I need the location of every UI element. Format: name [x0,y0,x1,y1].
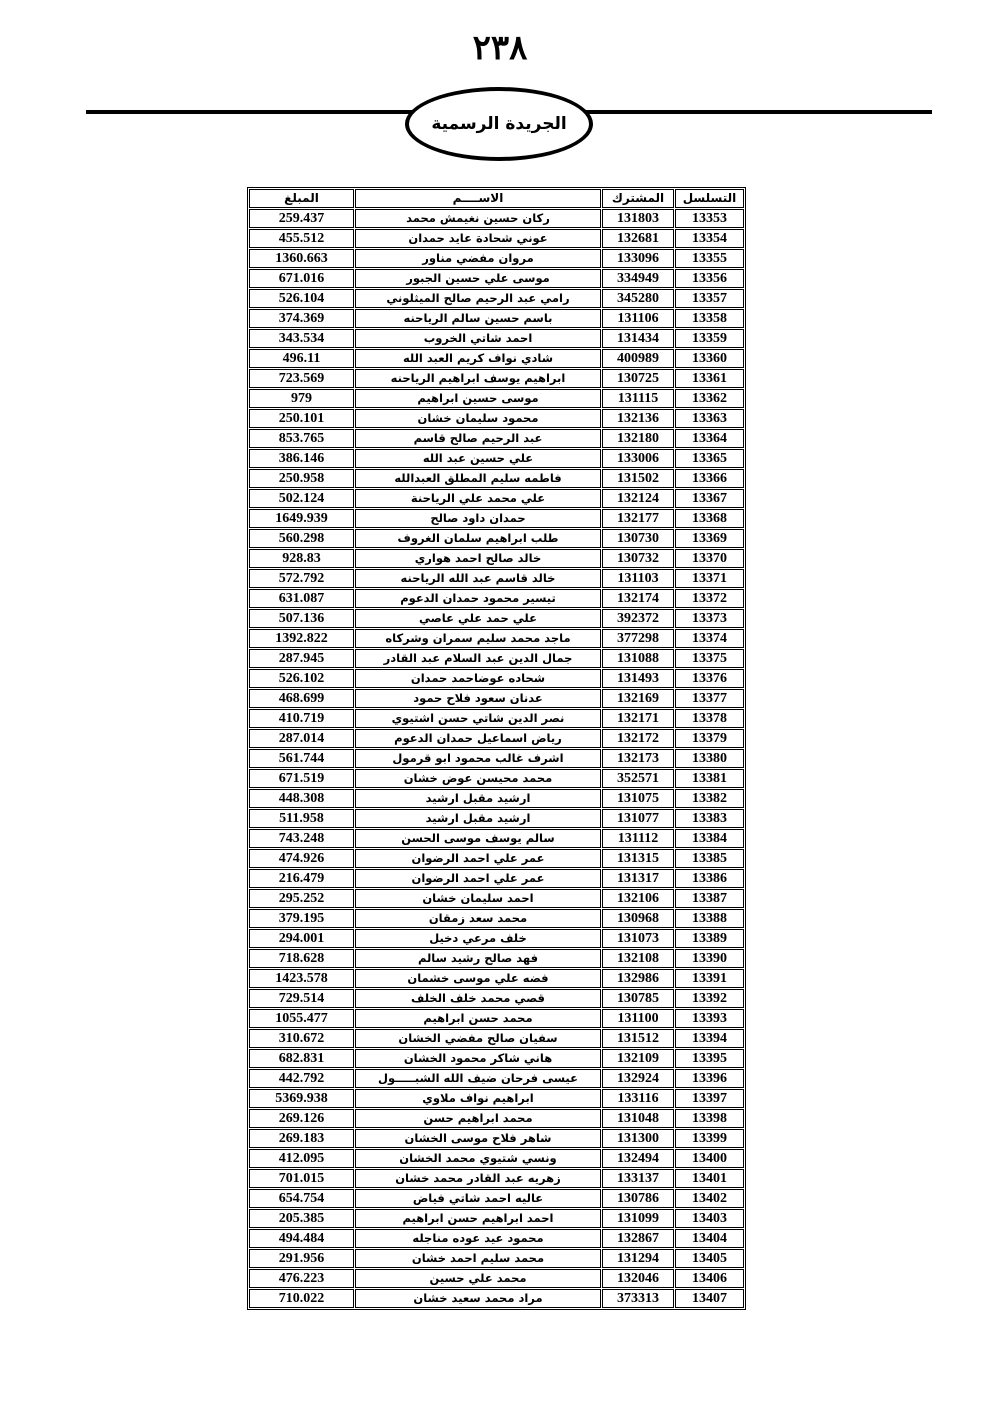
cell-name: احمد سليمان خشان [355,889,601,908]
cell-subscriber: 132169 [602,689,674,708]
cell-name: رامي عبد الرحيم صالح الميثلوني [355,289,601,308]
cell-name: نصر الدين شاتي حسن اشتيوي [355,709,601,728]
cell-name: محمد حسن ابراهيم [355,1009,601,1028]
cell-amount: 701.015 [249,1169,354,1188]
cell-serial: 13380 [675,749,744,768]
cell-subscriber: 131048 [602,1109,674,1128]
cell-subscriber: 345280 [602,289,674,308]
cell-name: فضه علي موسى خشمان [355,969,601,988]
cell-subscriber: 133137 [602,1169,674,1188]
table-row [249,1029,744,1048]
cell-name: ارشيد مقبل ارشيد [355,809,601,828]
cell-name: احمد شاتي الخروب [355,329,601,348]
gazette-title: الجريدة الرسمية [431,114,567,134]
cell-subscriber: 130732 [602,549,674,568]
cell-amount: 507.136 [249,609,354,628]
cell-subscriber: 131106 [602,309,674,328]
cell-serial: 13365 [675,449,744,468]
cell-serial: 13375 [675,649,744,668]
cell-subscriber: 132494 [602,1149,674,1168]
gazette-title-badge [405,87,593,161]
cell-name: زهريه عبد القادر محمد خشان [355,1169,601,1188]
table-row [249,529,744,548]
table-row [249,1069,744,1088]
cell-subscriber: 131088 [602,649,674,668]
cell-amount: 442.792 [249,1069,354,1088]
cell-serial: 13401 [675,1169,744,1188]
cell-subscriber: 132681 [602,229,674,248]
cell-subscriber: 132109 [602,1049,674,1068]
table-header-row [249,189,744,208]
cell-serial: 13357 [675,289,744,308]
cell-serial: 13372 [675,589,744,608]
header-subscriber: المشترك [602,189,674,208]
cell-serial: 13388 [675,909,744,928]
cell-amount: 287.014 [249,729,354,748]
cell-amount: 1649.939 [249,509,354,528]
cell-serial: 13404 [675,1229,744,1248]
cell-name: فهد صالح رشيد سالم [355,949,601,968]
cell-subscriber: 131434 [602,329,674,348]
cell-amount: 250.101 [249,409,354,428]
table-row [249,249,744,268]
table-row [249,289,744,308]
table-row [249,229,744,248]
cell-serial: 13353 [675,209,744,228]
cell-amount: 269.183 [249,1129,354,1148]
cell-name: باسم حسين سالم الرياحنه [355,309,601,328]
cell-amount: 287.945 [249,649,354,668]
cell-subscriber: 131317 [602,869,674,888]
cell-subscriber: 132046 [602,1269,674,1288]
table-row [249,789,744,808]
table-row [249,629,744,648]
cell-subscriber: 334949 [602,269,674,288]
cell-name: مروان مفضي مناور [355,249,601,268]
table-row [249,269,744,288]
table-row [249,929,744,948]
table-row [249,1269,744,1288]
cell-serial: 13384 [675,829,744,848]
cell-name: محمد ابراهيم حسن [355,1109,601,1128]
cell-amount: 412.095 [249,1149,354,1168]
table-row [249,849,744,868]
cell-serial: 13394 [675,1029,744,1048]
cell-subscriber: 131512 [602,1029,674,1048]
cell-serial: 13407 [675,1289,744,1308]
table-row [249,1049,744,1068]
cell-serial: 13395 [675,1049,744,1068]
table-row [249,889,744,908]
cell-name: محمد محيسن عوض خشان [355,769,601,788]
cell-amount: 294.001 [249,929,354,948]
cell-amount: 979 [249,389,354,408]
cell-subscriber: 132106 [602,889,674,908]
table-row [249,989,744,1008]
cell-name: فاطمه سليم المطلق العبدالله [355,469,601,488]
cell-amount: 560.298 [249,529,354,548]
cell-serial: 13368 [675,509,744,528]
cell-serial: 13378 [675,709,744,728]
cell-subscriber: 131294 [602,1249,674,1268]
cell-name: قصي محمد خلف الخلف [355,989,601,1008]
table-row [249,609,744,628]
cell-amount: 455.512 [249,229,354,248]
cell-subscriber: 133096 [602,249,674,268]
cell-name: عمر علي احمد الرضوان [355,849,601,868]
cell-subscriber: 352571 [602,769,674,788]
table-row [249,349,744,368]
cell-amount: 494.484 [249,1229,354,1248]
table-row [249,1169,744,1188]
cell-serial: 13400 [675,1149,744,1168]
cell-amount: 671.519 [249,769,354,788]
cell-amount: 476.223 [249,1269,354,1288]
cell-amount: 343.534 [249,329,354,348]
cell-subscriber: 132171 [602,709,674,728]
cell-serial: 13397 [675,1089,744,1108]
cell-serial: 13387 [675,889,744,908]
cell-serial: 13359 [675,329,744,348]
cell-subscriber: 392372 [602,609,674,628]
cell-subscriber: 132172 [602,729,674,748]
table-row [249,769,744,788]
cell-subscriber: 130968 [602,909,674,928]
cell-subscriber: 132867 [602,1229,674,1248]
cell-serial: 13406 [675,1269,744,1288]
cell-serial: 13398 [675,1109,744,1128]
cell-amount: 1055.477 [249,1009,354,1028]
cell-subscriber: 131112 [602,829,674,848]
cell-amount: 526.102 [249,669,354,688]
cell-serial: 13360 [675,349,744,368]
cell-amount: 374.369 [249,309,354,328]
cell-serial: 13371 [675,569,744,588]
cell-subscriber: 131075 [602,789,674,808]
cell-amount: 216.479 [249,869,354,888]
cell-subscriber: 131315 [602,849,674,868]
cell-serial: 13382 [675,789,744,808]
cell-amount: 561.744 [249,749,354,768]
cell-subscriber: 132108 [602,949,674,968]
header-serial: التسلسل [675,189,744,208]
cell-amount: 928.83 [249,549,354,568]
table-row [249,509,744,528]
cell-serial: 13364 [675,429,744,448]
cell-amount: 5369.938 [249,1089,354,1108]
cell-serial: 13366 [675,469,744,488]
subscribers-table [247,187,746,1310]
cell-serial: 13361 [675,369,744,388]
cell-name: محمود عيد عوده مناجله [355,1229,601,1248]
table-row [249,1209,744,1228]
table-row [249,309,744,328]
table-row [249,389,744,408]
cell-subscriber: 131493 [602,669,674,688]
table-row [249,1109,744,1128]
cell-amount: 379.195 [249,909,354,928]
cell-amount: 386.146 [249,449,354,468]
header-amount: المبلغ [249,189,354,208]
cell-serial: 13389 [675,929,744,948]
cell-serial: 13396 [675,1069,744,1088]
cell-serial: 13362 [675,389,744,408]
cell-name: عوني شحادة عايد حمدان [355,229,601,248]
cell-name: جمال الدين عبد السلام عبد القادر [355,649,601,668]
cell-name: ابراهيم نواف ملاوي [355,1089,601,1108]
cell-amount: 205.385 [249,1209,354,1228]
cell-serial: 13379 [675,729,744,748]
cell-name: محمد سعد زمقان [355,909,601,928]
cell-name: عمر علي احمد الرضوان [355,869,601,888]
cell-subscriber: 131803 [602,209,674,228]
cell-subscriber: 131103 [602,569,674,588]
cell-subscriber: 373313 [602,1289,674,1308]
cell-serial: 13363 [675,409,744,428]
table-row [249,809,744,828]
cell-serial: 13356 [675,269,744,288]
cell-amount: 723.569 [249,369,354,388]
cell-serial: 13355 [675,249,744,268]
cell-amount: 448.308 [249,789,354,808]
cell-name: مراد محمد سعيد خشان [355,1289,601,1308]
cell-name: شحاده عوضاحمد حمدان [355,669,601,688]
cell-serial: 13381 [675,769,744,788]
cell-subscriber: 131077 [602,809,674,828]
cell-subscriber: 131099 [602,1209,674,1228]
cell-name: محمود سليمان خشان [355,409,601,428]
table-row [249,569,744,588]
cell-name: محمد علي حسين [355,1269,601,1288]
table-row [249,1009,744,1028]
cell-serial: 13354 [675,229,744,248]
table-row [249,1189,744,1208]
cell-amount: 259.437 [249,209,354,228]
table-row [249,869,744,888]
cell-amount: 502.124 [249,489,354,508]
table-row [249,829,744,848]
cell-serial: 13391 [675,969,744,988]
cell-amount: 743.248 [249,829,354,848]
cell-subscriber: 131073 [602,929,674,948]
cell-amount: 250.958 [249,469,354,488]
table-row [249,489,744,508]
cell-name: اشرف غالب محمود ابو قرمول [355,749,601,768]
cell-name: عدنان سعود فلاح حمود [355,689,601,708]
cell-subscriber: 132924 [602,1069,674,1088]
table-row [249,749,744,768]
cell-subscriber: 130786 [602,1189,674,1208]
cell-amount: 526.104 [249,289,354,308]
cell-name: خالد قاسم عبد الله الرياحنه [355,569,601,588]
cell-serial: 13403 [675,1209,744,1228]
cell-serial: 13370 [675,549,744,568]
cell-amount: 291.956 [249,1249,354,1268]
cell-amount: 1360.663 [249,249,354,268]
cell-subscriber: 400989 [602,349,674,368]
table-row [249,1249,744,1268]
cell-subscriber: 131502 [602,469,674,488]
cell-name: ابراهيم يوسف ابراهيم الرياحنه [355,369,601,388]
cell-amount: 631.087 [249,589,354,608]
cell-subscriber: 133006 [602,449,674,468]
table-row [249,449,744,468]
cell-subscriber: 132124 [602,489,674,508]
cell-name: طلب ابراهيم سلمان الغروف [355,529,601,548]
cell-name: ركان حسين نغيمش محمد [355,209,601,228]
cell-subscriber: 130730 [602,529,674,548]
cell-subscriber: 132180 [602,429,674,448]
cell-name: خلف مرعي دخيل [355,929,601,948]
cell-name: حمدان داود صالح [355,509,601,528]
cell-serial: 13386 [675,869,744,888]
cell-amount: 654.754 [249,1189,354,1208]
table-row [249,429,744,448]
cell-serial: 13393 [675,1009,744,1028]
table-row [249,949,744,968]
table-row [249,1129,744,1148]
cell-serial: 13392 [675,989,744,1008]
cell-name: سفيان صالح مفضي الخشان [355,1029,601,1048]
page-number: ٢٣٨ [472,28,528,68]
cell-amount: 710.022 [249,1289,354,1308]
cell-amount: 511.958 [249,809,354,828]
table-row [249,969,744,988]
table-row [249,369,744,388]
table-row [249,549,744,568]
cell-subscriber: 131100 [602,1009,674,1028]
cell-serial: 13405 [675,1249,744,1268]
table-row [249,729,744,748]
table-row [249,1229,744,1248]
cell-name: عيسى فرحان ضيف الله الشبـــــول [355,1069,601,1088]
cell-name: علي حمد علي عاصي [355,609,601,628]
cell-serial: 13390 [675,949,744,968]
subscribers-table-wrapper [247,187,746,1310]
cell-subscriber: 130725 [602,369,674,388]
cell-name: تيسير محمود حمدان الدعوم [355,589,601,608]
cell-amount: 572.792 [249,569,354,588]
cell-subscriber: 130785 [602,989,674,1008]
cell-serial: 13376 [675,669,744,688]
cell-name: خالد صالح احمد هواري [355,549,601,568]
cell-subscriber: 131300 [602,1129,674,1148]
cell-name: ماجد محمد سليم سمران وشركاه [355,629,601,648]
cell-amount: 1423.578 [249,969,354,988]
cell-name: عبد الرحيم صالح قاسم [355,429,601,448]
cell-amount: 474.926 [249,849,354,868]
cell-serial: 13399 [675,1129,744,1148]
cell-amount: 1392.822 [249,629,354,648]
cell-name: سالم يوسف موسى الحسن [355,829,601,848]
cell-subscriber: 132173 [602,749,674,768]
cell-serial: 13374 [675,629,744,648]
cell-amount: 718.628 [249,949,354,968]
cell-serial: 13383 [675,809,744,828]
cell-name: ارشيد مقبل ارشيد [355,789,601,808]
cell-name: ونسي شتيوي محمد الخشان [355,1149,601,1168]
table-row [249,209,744,228]
cell-serial: 13369 [675,529,744,548]
header-name: الاســــم [355,189,601,208]
cell-name: موسى حسين ابراهيم [355,389,601,408]
table-row [249,669,744,688]
table-row [249,1149,744,1168]
cell-serial: 13373 [675,609,744,628]
table-row [249,329,744,348]
cell-amount: 410.719 [249,709,354,728]
table-row [249,709,744,728]
cell-name: محمد سليم احمد خشان [355,1249,601,1268]
cell-subscriber: 132136 [602,409,674,428]
cell-serial: 13402 [675,1189,744,1208]
cell-name: شاهر فلاح موسى الخشان [355,1129,601,1148]
cell-subscriber: 133116 [602,1089,674,1108]
cell-serial: 13385 [675,849,744,868]
table-row [249,1089,744,1108]
cell-amount: 310.672 [249,1029,354,1048]
table-row [249,589,744,608]
cell-subscriber: 132174 [602,589,674,608]
cell-serial: 13367 [675,489,744,508]
table-row [249,409,744,428]
table-row [249,689,744,708]
cell-amount: 468.699 [249,689,354,708]
cell-subscriber: 132177 [602,509,674,528]
cell-name: رياض اسماعيل حمدان الدعوم [355,729,601,748]
table-row [249,1289,744,1308]
cell-name: شادي نواف كريم العبد الله [355,349,601,368]
cell-amount: 729.514 [249,989,354,1008]
table-body [249,209,744,1308]
cell-name: موسى علي حسين الجبور [355,269,601,288]
cell-name: هاني شاكر محمود الخشان [355,1049,601,1068]
cell-serial: 13377 [675,689,744,708]
cell-serial: 13358 [675,309,744,328]
cell-amount: 853.765 [249,429,354,448]
cell-amount: 682.831 [249,1049,354,1068]
cell-name: احمد ابراهيم حسن ابراهيم [355,1209,601,1228]
cell-name: علي حسين عبد الله [355,449,601,468]
table-row [249,469,744,488]
cell-amount: 496.11 [249,349,354,368]
cell-amount: 269.126 [249,1109,354,1128]
cell-amount: 295.252 [249,889,354,908]
cell-amount: 671.016 [249,269,354,288]
cell-name: علي محمد علي الرياحنة [355,489,601,508]
table-row [249,649,744,668]
cell-name: عاليه احمد شاتي فياض [355,1189,601,1208]
cell-subscriber: 377298 [602,629,674,648]
cell-subscriber: 132986 [602,969,674,988]
table-row [249,909,744,928]
cell-subscriber: 131115 [602,389,674,408]
